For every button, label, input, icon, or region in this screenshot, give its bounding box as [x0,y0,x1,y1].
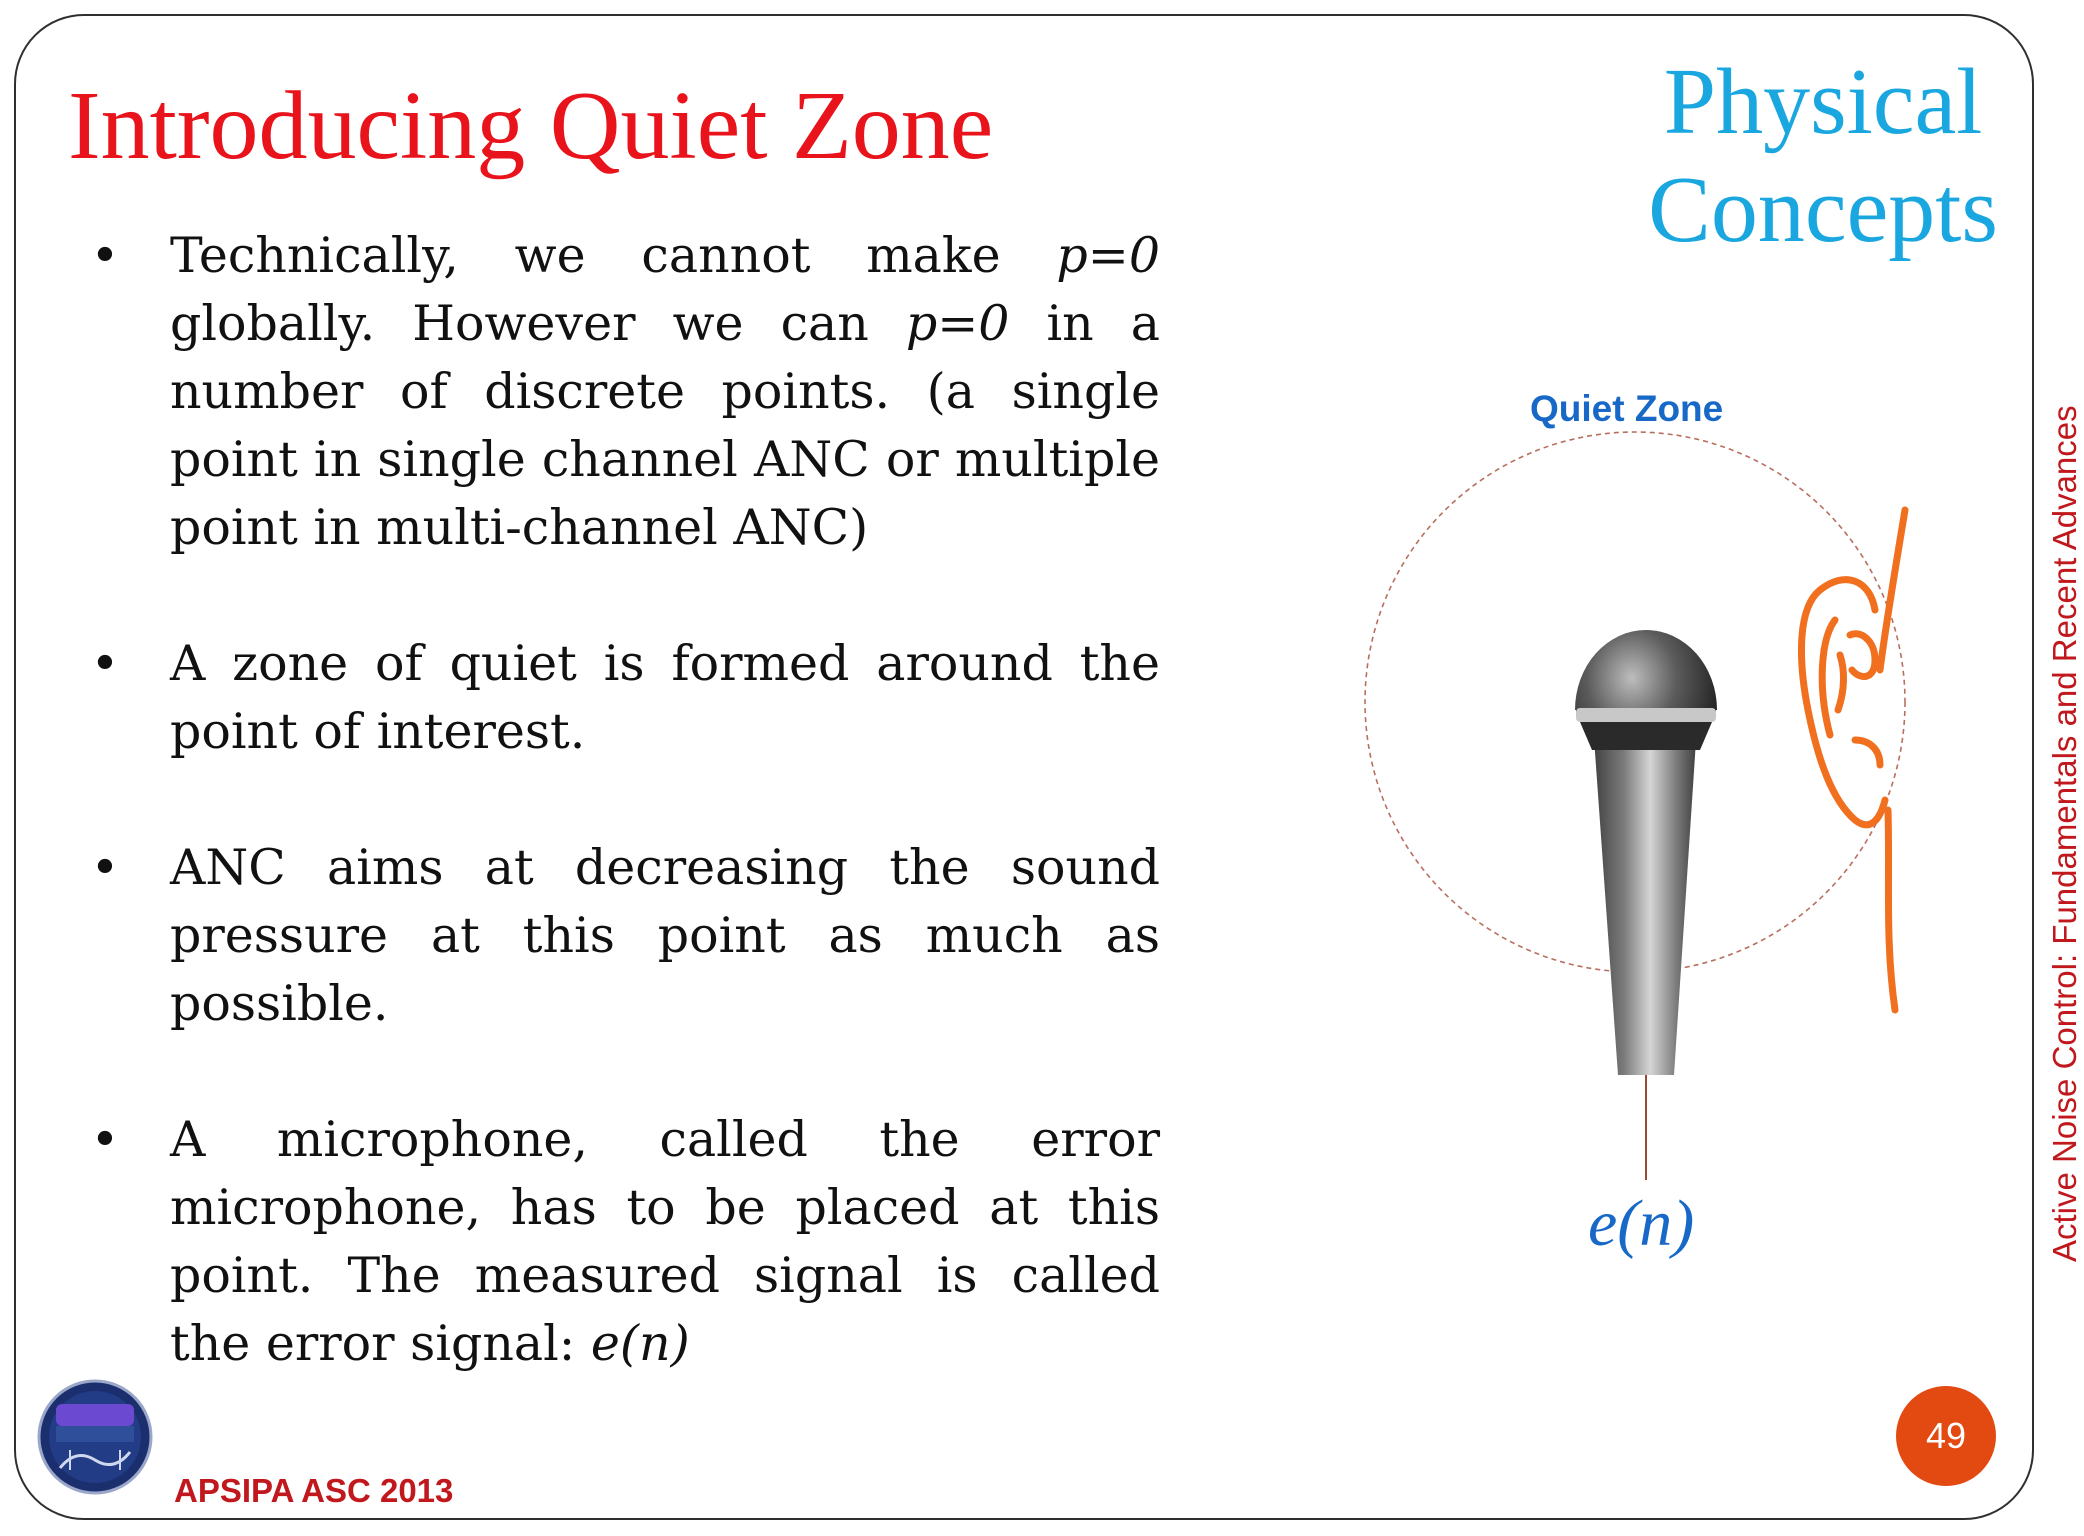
bullet-marker: • [90,1111,120,1168]
section-title-line-2: Concepts [1648,158,1998,262]
bullet-list [90,222,1160,1446]
bullet-item [90,630,1160,766]
quiet-zone-diagram [1340,380,1920,1280]
ear-icon [1801,510,1905,1010]
bullet-item [90,834,1160,1038]
section-title [1648,48,1998,264]
quiet-zone-label: Quiet Zone [1530,388,1724,429]
page-number-badge: 49 [1896,1386,1996,1486]
bullet-text: in a number of discrete points. (a single point in single channel ANC or multiple point in multi-channel ANC) [170,295,1160,556]
sidebar-course-title: Active Noise Control: Fundamentals and Recent Advances [2046,405,2083,1262]
bullet-text: A zone of quiet is formed around the point of interest. [170,635,1160,760]
section-title-line-1: Physical [1663,50,1983,154]
apsipa-logo [36,1378,154,1496]
bullet-item [90,222,1160,562]
error-signal-label: e(n) [1588,1187,1695,1260]
bullet-marker: • [90,635,120,692]
bullet-text: A microphone, called the error microphone, has to be placed at this point. The measured signal is called the error signal: [170,1111,1160,1372]
bullet-math: p=0 [905,295,1010,352]
bullet-item [90,1106,1160,1378]
bullet-text: Technically, we cannot make [170,227,1057,284]
bullet-marker: • [90,227,120,284]
bullet-math: e(n) [590,1315,690,1372]
bullet-text: globally. However we can [170,295,906,352]
microphone-icon [1575,630,1717,1180]
footer-conference: APSIPA ASC 2013 [174,1472,454,1509]
bullet-marker: • [90,839,120,896]
slide-title: Introducing Quiet Zone [68,72,994,180]
bullet-math: p=0 [1056,227,1160,284]
bullet-text: ANC aims at decreasing the sound pressure at this point as much as possible. [170,839,1160,1032]
